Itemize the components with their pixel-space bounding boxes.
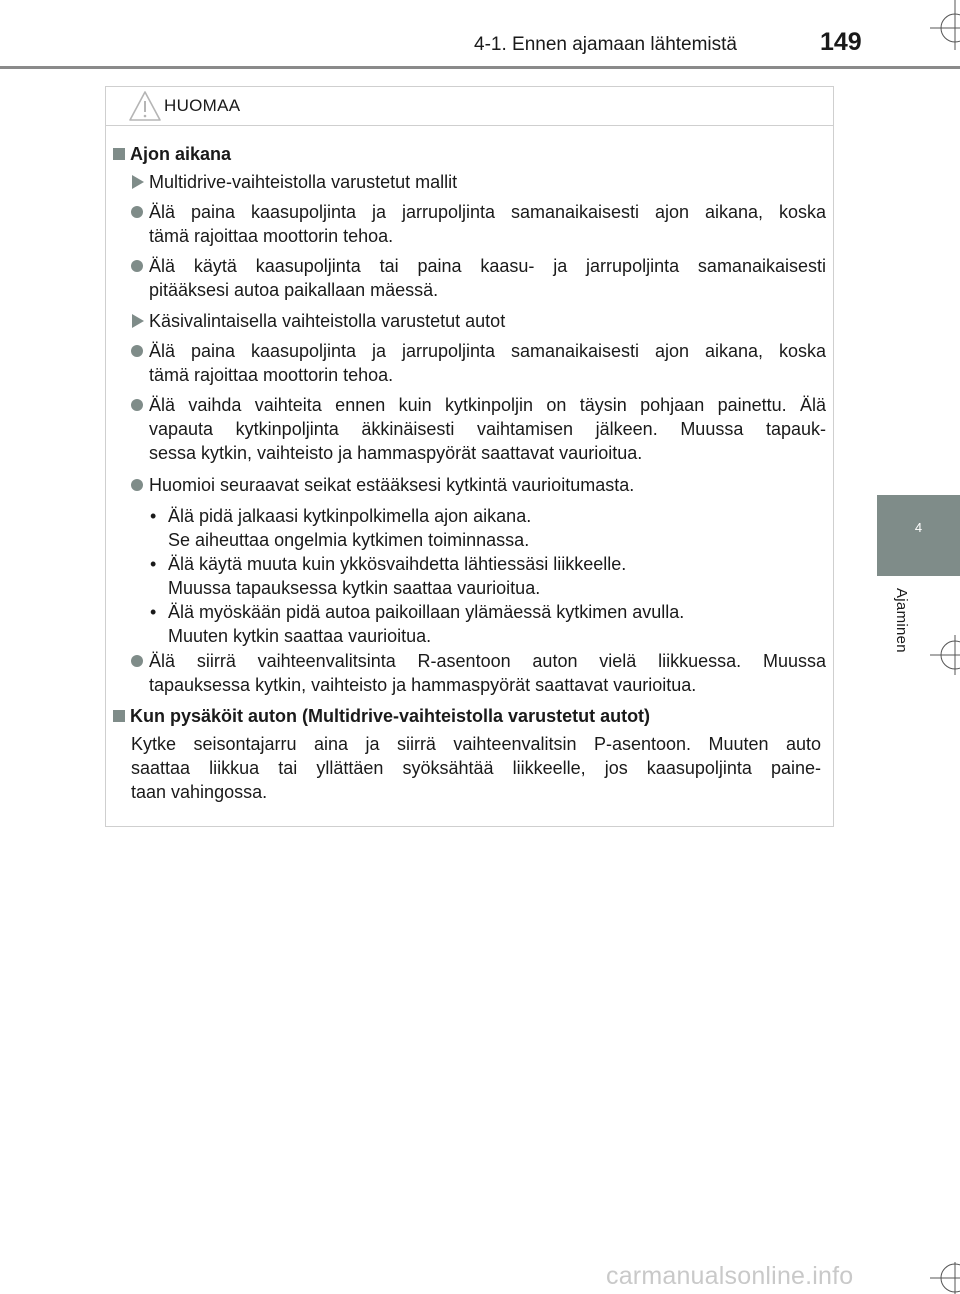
header-rule xyxy=(0,66,960,69)
watermark: carmanualsonline.info xyxy=(606,1262,854,1290)
dot-item: Älä vaihda vaihteita ennen kuin kytkinpoljin on täysin pohjaan painettu. Älä vapauta kytkinpoljinta äkkinäisesti vaihtamisen jälkeen. Muussa tapauk- sessa kytkin, vaihteisto ja hammaspyörät saattavat vaurioitua. xyxy=(149,395,826,463)
dot-item: Älä siirrä vaihteenvalitsinta R-asentoon auton vielä liikkuessa. Muussa tapauksessa kytkin, vaihteisto ja hammaspyörät saattavat vaurioitua. xyxy=(149,651,826,695)
dot-bullet-icon xyxy=(131,479,143,491)
bullet-item: Älä myöskään pidä autoa paikoillaan ylämäessä kytkimen avulla. Muuten kytkin saattaa vaurioitua. xyxy=(168,602,685,646)
notice-title: HUOMAA xyxy=(164,96,241,115)
section-title: 4-1. Ennen ajamaan lähtemistä xyxy=(474,34,737,55)
dot-bullet-icon xyxy=(131,206,143,218)
crop-mark-bottom-right xyxy=(930,1262,960,1294)
subheading: Käsivalintaisella vaihteistolla varustetut autot xyxy=(149,311,506,331)
square-bullet-icon xyxy=(113,710,125,722)
page-number: 149 xyxy=(820,28,862,56)
triangle-bullet-icon xyxy=(132,175,144,189)
dot-bullet-icon xyxy=(131,399,143,411)
triangle-bullet-icon xyxy=(132,314,144,328)
bullet-glyph: • xyxy=(150,602,157,622)
bullet-item: Älä käytä muuta kuin ykkösvaihdetta lähtiessäsi liikkeelle. Muussa tapauksessa kytkin saattaa vaurioitua. xyxy=(168,554,627,598)
square-bullet-icon xyxy=(113,148,125,160)
bullet-item: Älä pidä jalkaasi kytkinpolkimella ajon aikana. Se aiheuttaa ongelmia kytkimen toiminnassa. xyxy=(168,506,532,550)
dot-bullet-icon xyxy=(131,655,143,667)
paragraph: Kytke seisontajarru aina ja siirrä vaihteenvalitsin P-asentoon. Muuten auto saattaa liikkua tai yllättäen syöksähtää liikkeelle, jos kaasupoljinta paine- taan vahingossa. xyxy=(131,734,821,802)
dot-bullet-icon xyxy=(131,260,143,272)
dot-item: Älä käytä kaasupoljinta tai paina kaasu- ja jarrupoljinta samanaikaisesti pitääksesi autoa paikallaan mäessä. xyxy=(149,256,826,300)
chapter-label: Ajaminen xyxy=(893,588,910,653)
dot-item: Älä paina kaasupoljinta ja jarrupoljinta samanaikaisesti ajon aikana, koska tämä rajoittaa moottorin tehoa. xyxy=(149,202,826,246)
warning-triangle-icon xyxy=(128,90,162,127)
crop-mark-top-right xyxy=(930,0,960,50)
chapter-number: 4 xyxy=(914,520,923,535)
bullet-glyph: • xyxy=(150,506,157,526)
section-heading: Ajon aikana xyxy=(130,144,232,164)
section-heading: Kun pysäköit auton (Multidrive-vaihteistolla varustetut autot) xyxy=(130,706,651,726)
chapter-tab xyxy=(877,495,960,576)
dot-item: Älä paina kaasupoljinta ja jarrupoljinta samanaikaisesti ajon aikana, koska tämä rajoittaa moottorin tehoa. xyxy=(149,341,826,385)
crop-mark-right-middle xyxy=(930,635,960,675)
subheading: Multidrive-vaihteistolla varustetut mallit xyxy=(149,172,458,192)
dot-item: Huomioi seuraavat seikat estääksesi kytkintä vaurioitumasta. xyxy=(149,475,635,495)
notice-header xyxy=(106,87,833,126)
dot-bullet-icon xyxy=(131,345,143,357)
bullet-glyph: • xyxy=(150,554,157,574)
